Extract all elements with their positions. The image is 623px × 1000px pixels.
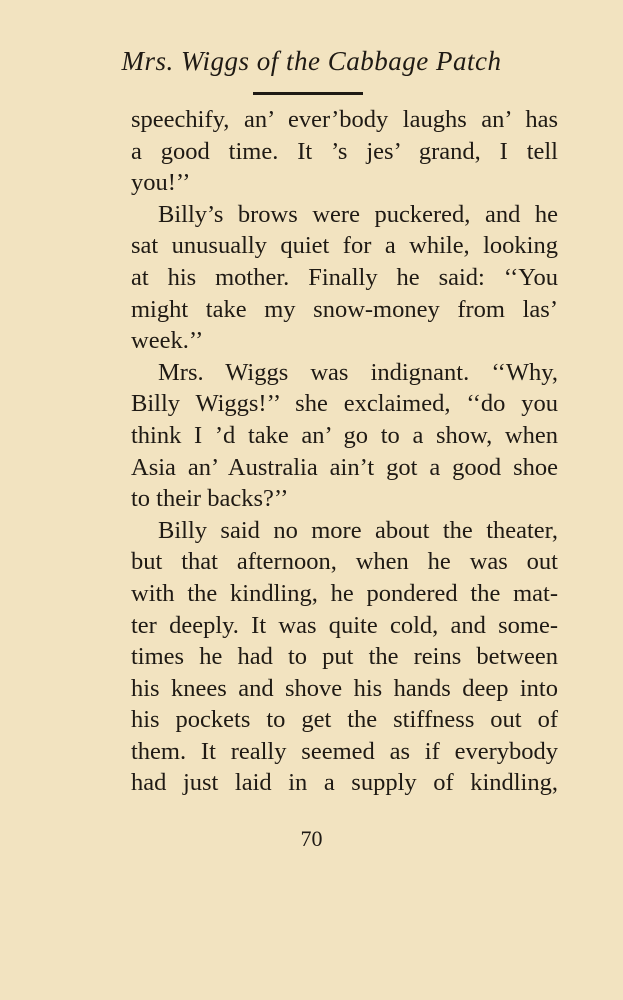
text-line: speechify, an’ ever’body laughs an’ has — [131, 106, 558, 133]
text-line: had just laid in a supply of kindling, — [131, 769, 558, 797]
body-text — [131, 104, 558, 799]
text-line: sat unusually quiet for a while, looking — [131, 232, 558, 260]
text-line: week.’’ — [131, 327, 204, 355]
text-line: Billy Wiggs!’’ she exclaimed, ‘‘do you — [131, 390, 558, 418]
text-line: to their backs?’’ — [131, 485, 289, 513]
text-line: his knees and shove his hands deep into — [131, 674, 558, 702]
text-line: might take my snow-money from las’ — [131, 295, 558, 323]
text-line: times he had to put the reins between — [131, 643, 558, 671]
page-number: 70 — [300, 826, 323, 851]
text-line: with the kindling, he pondered the mat- — [131, 579, 558, 607]
text-line: Billy said no more about the theater, — [158, 516, 558, 544]
text-line: ter deeply. It was quite cold, and some- — [131, 611, 558, 639]
text-line: but that afternoon, when he was out — [131, 548, 558, 576]
text-line: think I ’d take an’ go to a show, when — [131, 421, 558, 449]
header-rule — [253, 92, 363, 95]
text-line: his pockets to get the stiffness out of — [131, 706, 558, 734]
running-head: Mrs. Wiggs of the Cabbage Patch — [121, 46, 502, 76]
text-line: Billy’s brows were puckered, and he — [158, 200, 558, 228]
text-line: them. It really seemed as if everybody — [131, 737, 558, 765]
text-line: at his mother. Finally he said: ‘‘You — [131, 263, 558, 291]
text-line: Asia an’ Australia ain’t got a good shoe — [131, 453, 558, 481]
text-line: you!’’ — [131, 169, 191, 197]
text-line: Mrs. Wiggs was indignant. ‘‘Why, — [158, 358, 558, 386]
text-line: a good time. It ’s jes’ grand, I tell — [131, 137, 558, 165]
